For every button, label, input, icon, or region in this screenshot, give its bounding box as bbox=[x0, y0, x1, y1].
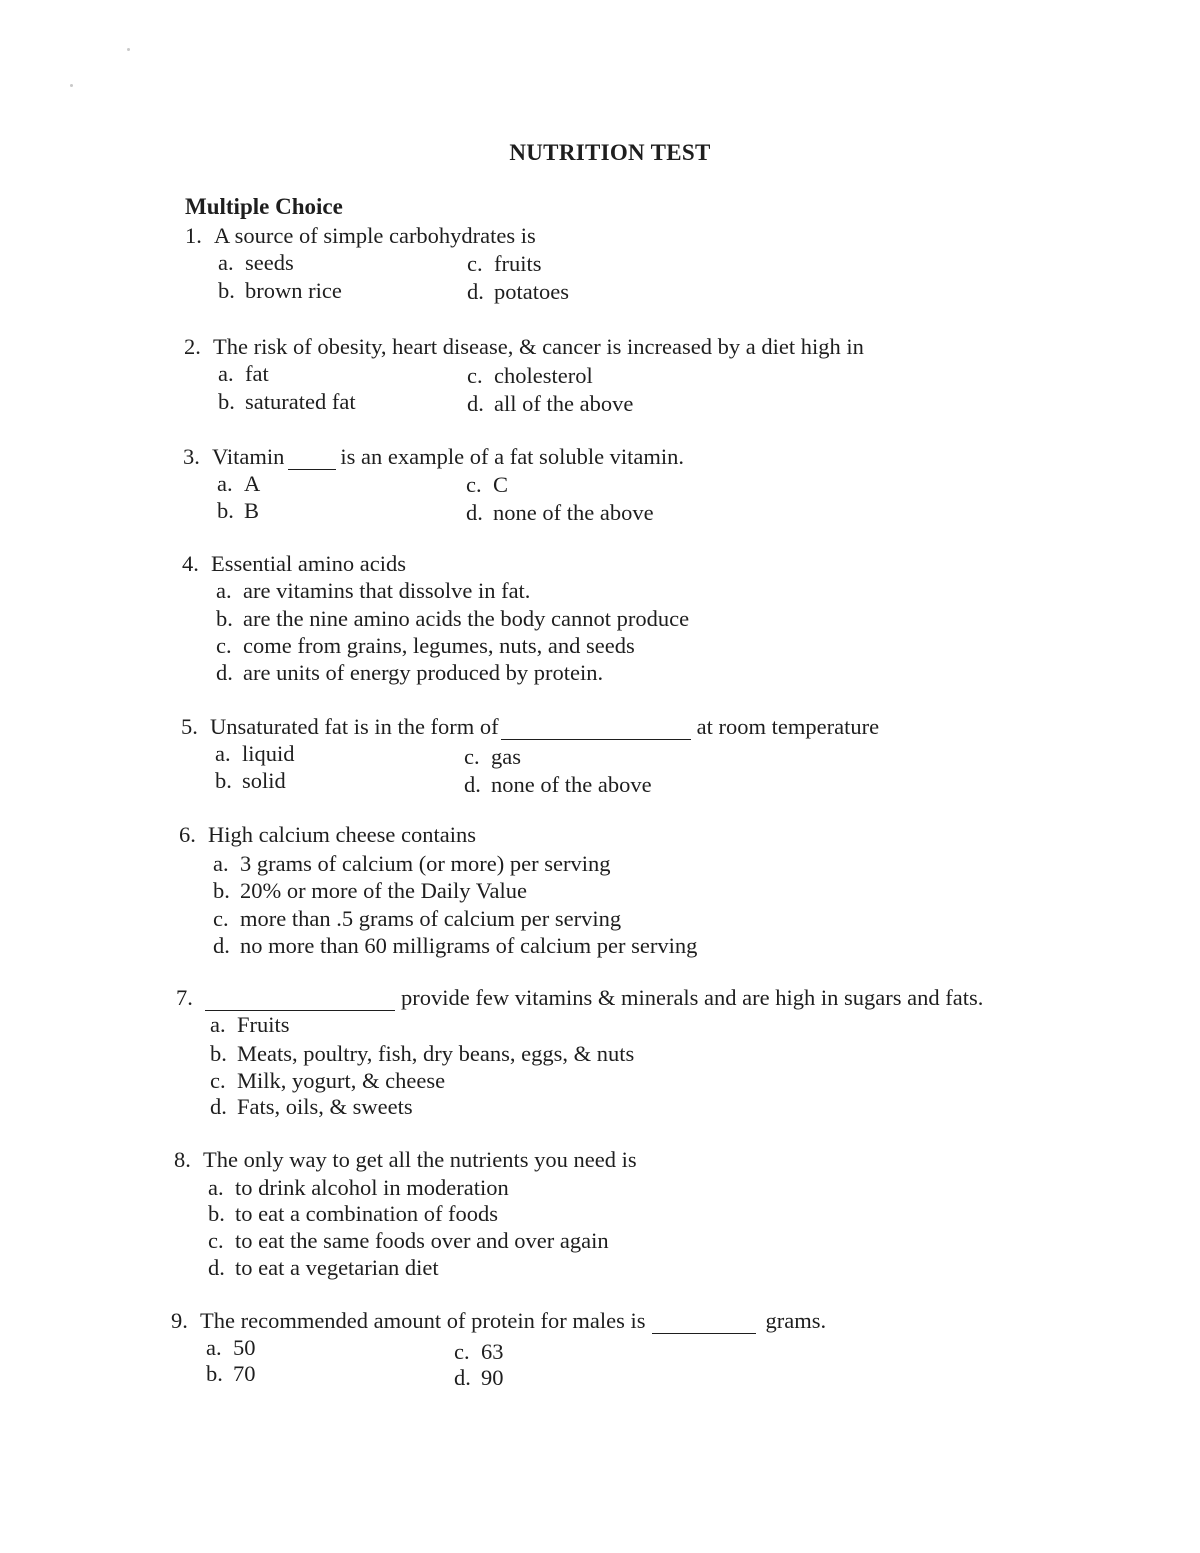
option-text: liquid bbox=[242, 741, 295, 766]
stem-text-after: at room temperature bbox=[696, 714, 880, 739]
option-text: are units of energy produced by protein. bbox=[243, 660, 604, 685]
option-text: 70 bbox=[233, 1361, 256, 1386]
option-letter: a. bbox=[218, 361, 234, 386]
stem-text: Essential amino acids bbox=[211, 551, 406, 576]
question-number: 3. bbox=[183, 444, 200, 469]
option-text: to eat a vegetarian diet bbox=[235, 1255, 439, 1280]
option-letter: b. bbox=[215, 768, 232, 793]
option-d[interactable] bbox=[467, 390, 633, 417]
option-c[interactable] bbox=[213, 905, 621, 932]
stem-text: The risk of obesity, heart disease, & cancer is increased by a diet high in bbox=[213, 334, 864, 359]
option-letter: a. bbox=[210, 1012, 226, 1037]
option-a[interactable] bbox=[218, 249, 294, 276]
option-d[interactable] bbox=[454, 1364, 504, 1391]
option-letter: d. bbox=[467, 279, 484, 304]
option-text: 90 bbox=[481, 1365, 504, 1390]
stem-text-after: grams. bbox=[765, 1308, 827, 1333]
option-letter: c. bbox=[464, 744, 480, 769]
option-text: 20% or more of the Daily Value bbox=[240, 878, 528, 903]
option-text: fruits bbox=[494, 251, 542, 276]
option-letter: c. bbox=[466, 472, 482, 497]
option-letter: d. bbox=[464, 772, 481, 797]
question-number: 6. bbox=[179, 822, 196, 847]
question-2 bbox=[184, 333, 864, 416]
question-3 bbox=[183, 443, 685, 525]
option-text: none of the above bbox=[493, 500, 654, 525]
option-letter: d. bbox=[454, 1365, 471, 1390]
option-text: fat bbox=[245, 361, 269, 386]
question-stem bbox=[179, 821, 476, 848]
option-a[interactable] bbox=[215, 740, 295, 767]
option-text: 50 bbox=[233, 1335, 256, 1360]
option-text: gas bbox=[491, 744, 521, 769]
stem-text: High calcium cheese contains bbox=[208, 822, 477, 847]
option-b[interactable] bbox=[215, 767, 286, 794]
option-letter: a. bbox=[213, 851, 229, 876]
option-d[interactable] bbox=[464, 771, 652, 798]
option-text: more than .5 grams of calcium per serving bbox=[240, 906, 622, 931]
option-text: no more than 60 milligrams of calcium per serving bbox=[240, 933, 698, 958]
question-stem bbox=[181, 713, 879, 740]
option-letter: a. bbox=[215, 741, 231, 766]
option-letter: d. bbox=[216, 660, 233, 685]
stem-text-before: The recommended amount of protein for males is bbox=[200, 1308, 646, 1333]
option-text: to drink alcohol in moderation bbox=[235, 1175, 509, 1200]
section-heading: Multiple Choice bbox=[185, 194, 343, 219]
question-stem bbox=[171, 1307, 826, 1334]
option-text: are vitamins that dissolve in fat. bbox=[243, 578, 531, 603]
option-d[interactable] bbox=[213, 932, 697, 959]
option-text: Fats, oils, & sweets bbox=[237, 1094, 413, 1119]
option-letter: b. bbox=[216, 606, 233, 631]
option-c[interactable] bbox=[454, 1338, 504, 1365]
option-c[interactable] bbox=[467, 250, 542, 277]
option-text: come from grains, legumes, nuts, and seeds bbox=[243, 633, 635, 658]
option-letter: c. bbox=[467, 251, 483, 276]
question-1 bbox=[185, 222, 569, 304]
option-letter: d. bbox=[467, 391, 484, 416]
option-letter: d. bbox=[208, 1255, 225, 1280]
option-text: Fruits bbox=[237, 1012, 290, 1037]
answer-blank[interactable] bbox=[288, 450, 336, 470]
question-number: 1. bbox=[185, 223, 202, 248]
option-letter: d. bbox=[466, 500, 483, 525]
stem-text-after: provide few vitamins & minerals and are high in sugars and fats. bbox=[401, 985, 984, 1010]
option-text: all of the above bbox=[494, 391, 634, 416]
option-c[interactable] bbox=[467, 362, 593, 389]
option-b[interactable] bbox=[217, 497, 259, 524]
option-b[interactable] bbox=[213, 877, 527, 904]
question-number: 9. bbox=[171, 1308, 188, 1333]
question-stem bbox=[185, 222, 536, 249]
option-text: Milk, yogurt, & cheese bbox=[237, 1068, 446, 1093]
option-b[interactable] bbox=[216, 605, 689, 632]
option-letter: b. bbox=[218, 278, 235, 303]
question-8 bbox=[174, 1146, 637, 1280]
question-stem bbox=[174, 1146, 637, 1173]
question-9 bbox=[171, 1307, 827, 1390]
option-letter: a. bbox=[208, 1175, 224, 1200]
answer-blank[interactable] bbox=[652, 1314, 756, 1334]
option-a[interactable] bbox=[216, 577, 530, 604]
option-b[interactable] bbox=[210, 1040, 634, 1067]
option-letter: c. bbox=[467, 363, 483, 388]
question-stem bbox=[184, 333, 864, 360]
option-text: solid bbox=[242, 768, 286, 793]
option-a[interactable] bbox=[217, 470, 260, 497]
option-c[interactable] bbox=[216, 632, 635, 659]
option-text: saturated fat bbox=[245, 389, 356, 414]
option-letter: c. bbox=[213, 906, 229, 931]
option-text: A bbox=[244, 471, 261, 496]
stem-text-after: is an example of a fat soluble vitamin. bbox=[340, 444, 685, 469]
option-letter: d. bbox=[210, 1094, 227, 1119]
option-text: B bbox=[244, 498, 260, 523]
option-letter: a. bbox=[216, 578, 232, 603]
scan-speck bbox=[70, 84, 73, 87]
question-number: 4. bbox=[182, 551, 199, 576]
option-b[interactable] bbox=[218, 277, 342, 304]
option-letter: b. bbox=[210, 1041, 227, 1066]
question-6 bbox=[179, 821, 698, 958]
option-text: 3 grams of calcium (or more) per serving bbox=[240, 851, 611, 876]
option-text: potatoes bbox=[494, 279, 569, 304]
option-a[interactable] bbox=[218, 360, 269, 387]
option-c[interactable] bbox=[210, 1067, 445, 1094]
option-letter: b. bbox=[208, 1201, 225, 1226]
option-d[interactable] bbox=[210, 1093, 413, 1120]
question-7 bbox=[176, 984, 984, 1119]
option-letter: c. bbox=[208, 1228, 224, 1253]
option-text: to eat the same foods over and over again bbox=[235, 1228, 609, 1253]
option-d[interactable] bbox=[216, 659, 603, 686]
option-text: 63 bbox=[481, 1339, 504, 1364]
option-letter: b. bbox=[218, 389, 235, 414]
option-d[interactable] bbox=[208, 1254, 439, 1281]
option-text: seeds bbox=[245, 250, 294, 275]
option-c[interactable] bbox=[464, 743, 521, 770]
question-stem bbox=[176, 984, 983, 1011]
option-a[interactable] bbox=[210, 1011, 290, 1038]
stem-text-before: Unsaturated fat is in the form of bbox=[210, 714, 499, 739]
option-text: cholesterol bbox=[494, 363, 593, 388]
option-letter: b. bbox=[206, 1361, 223, 1386]
option-b[interactable] bbox=[208, 1200, 498, 1227]
answer-blank[interactable] bbox=[501, 720, 691, 740]
option-a[interactable] bbox=[213, 850, 611, 877]
option-d[interactable] bbox=[466, 499, 654, 526]
question-4 bbox=[182, 550, 690, 685]
option-letter: b. bbox=[213, 878, 230, 903]
question-stem bbox=[182, 550, 406, 577]
option-c[interactable] bbox=[466, 471, 508, 498]
scan-speck bbox=[127, 48, 130, 51]
answer-blank[interactable] bbox=[205, 991, 395, 1011]
option-b[interactable] bbox=[218, 388, 356, 415]
option-letter: a. bbox=[217, 471, 233, 496]
option-b[interactable] bbox=[206, 1360, 256, 1387]
question-stem bbox=[183, 443, 684, 470]
option-d[interactable] bbox=[467, 278, 569, 305]
stem-text-before: Vitamin bbox=[212, 444, 285, 469]
page-title: NUTRITION TEST bbox=[509, 140, 711, 165]
option-a[interactable] bbox=[206, 1334, 256, 1361]
option-c[interactable] bbox=[208, 1227, 609, 1254]
option-a[interactable] bbox=[208, 1174, 509, 1201]
option-text: Meats, poultry, fish, dry beans, eggs, & nuts bbox=[237, 1041, 635, 1066]
stem-text: The only way to get all the nutrients you need is bbox=[203, 1147, 637, 1172]
option-letter: b. bbox=[217, 498, 234, 523]
option-letter: c. bbox=[454, 1339, 470, 1364]
question-number: 5. bbox=[181, 714, 198, 739]
question-number: 2. bbox=[184, 334, 201, 359]
option-text: are the nine amino acids the body cannot produce bbox=[243, 606, 690, 631]
option-letter: d. bbox=[213, 933, 230, 958]
option-text: brown rice bbox=[245, 278, 342, 303]
stem-text: A source of simple carbohydrates is bbox=[214, 223, 536, 248]
option-letter: c. bbox=[216, 633, 232, 658]
option-letter: a. bbox=[206, 1335, 222, 1360]
option-letter: a. bbox=[218, 250, 234, 275]
question-number: 7. bbox=[176, 985, 193, 1010]
option-text: C bbox=[493, 472, 509, 497]
option-letter: c. bbox=[210, 1068, 226, 1093]
question-number: 8. bbox=[174, 1147, 191, 1172]
option-text: none of the above bbox=[491, 772, 652, 797]
question-5 bbox=[181, 713, 880, 797]
option-text: to eat a combination of foods bbox=[235, 1201, 499, 1226]
